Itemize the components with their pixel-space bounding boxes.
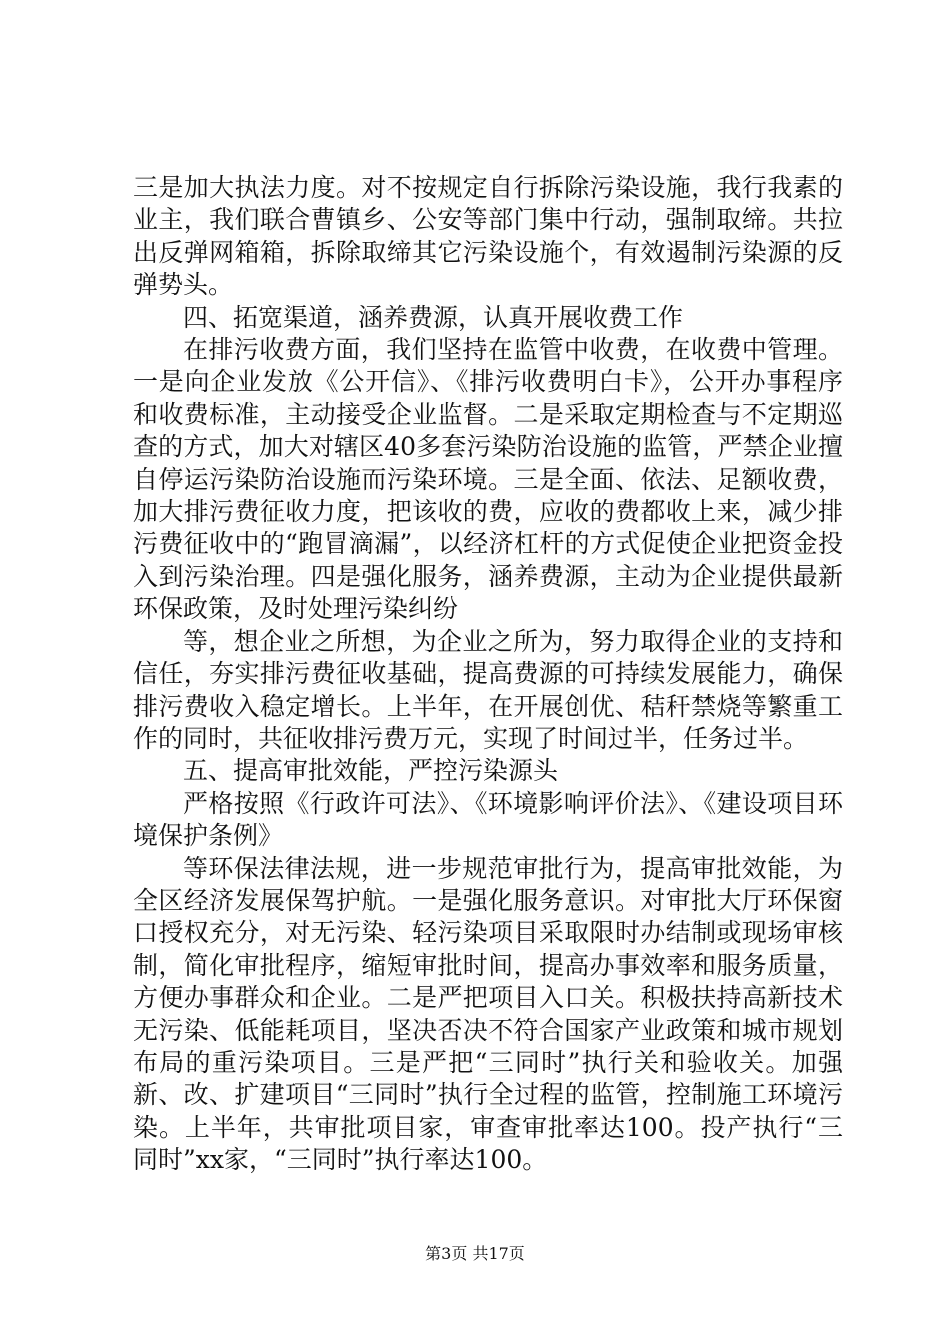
document-body: [133, 172, 843, 1177]
heading-section-4: 四、拓宽渠道，涵养费源，认真开展收费工作: [183, 302, 684, 332]
paragraph-fee-collection: 在排污收费方面，我们坚持在监管中收费，在收费中管理。一是向企业发放《公开信》、《排污收费明白卡》，公开办事程序和收费标准，主动接受企业监督。二是采取定期检查与不定期巡查的方式，加大对辖区40多套污染防治设施的监管，严禁企业擅自停运污染防治设施而污染环境。三是全面、依法、足额收费，加大排污费征收力度，把该收的费，应收的费都收上来，减少排污费征收中的“跑冒滴漏”，以经济杠杆的方式促使企业把资金投入到污染治理。四是强化服务，涵养费源，主动为企业提供最新环保政策，及时处理污染纠纷: [133, 335, 843, 624]
heading-section-5: 五、提高审批效能，严控污染源头: [183, 756, 559, 786]
page-footer: 第3页 共17页: [425, 1244, 525, 1263]
paragraph-approval: 等环保法律法规，进一步规范审批行为，提高审批效能，为全区经济发展保驾护航。一是强化服务意识。对审批大厅环保窗口授权充分，对无污染、轻污染项目采取限时办结制或现场审核制，简化审批程序，缩短审批时间，提高办事效率和服务质量，方便办事群众和企业。二是严把项目入口关。积极扶持高新技术无污染、低能耗项目，坚决否决不符合国家产业政策和城市规划布局的重污染项目。三是严把“三同时”执行关和验收关。加强新、改、扩建项目“三同时”执行全过程的监管，控制施工环境污染。上半年，共审批项目家，审查审批率达100。投产执行“三同时”xx家，“三同时”执行率达100。: [133, 853, 843, 1175]
paragraph-laws: 严格按照《行政许可法》、《环境影响评价法》、《建设项目环境保护条例》: [133, 788, 843, 851]
paragraph-fee-results: 等，想企业之所想，为企业之所为，努力取得企业的支持和信任，夯实排污费征收基础，提高费源的可持续发展能力，确保排污费收入稳定增长。上半年，在开展创优、秸秆禁烧等繁重工作的同时，共征收排污费万元，实现了时间过半，任务过半。: [133, 626, 843, 753]
paragraph-enforcement: 三是加大执法力度。对不按规定自行拆除污染设施，我行我素的业主，我们联合曹镇乡、公安等部门集中行动，强制取缔。共拉出反弹网箱箱，拆除取缔其它污染设施个，有效遏制污染源的反弹势头。: [133, 173, 843, 300]
